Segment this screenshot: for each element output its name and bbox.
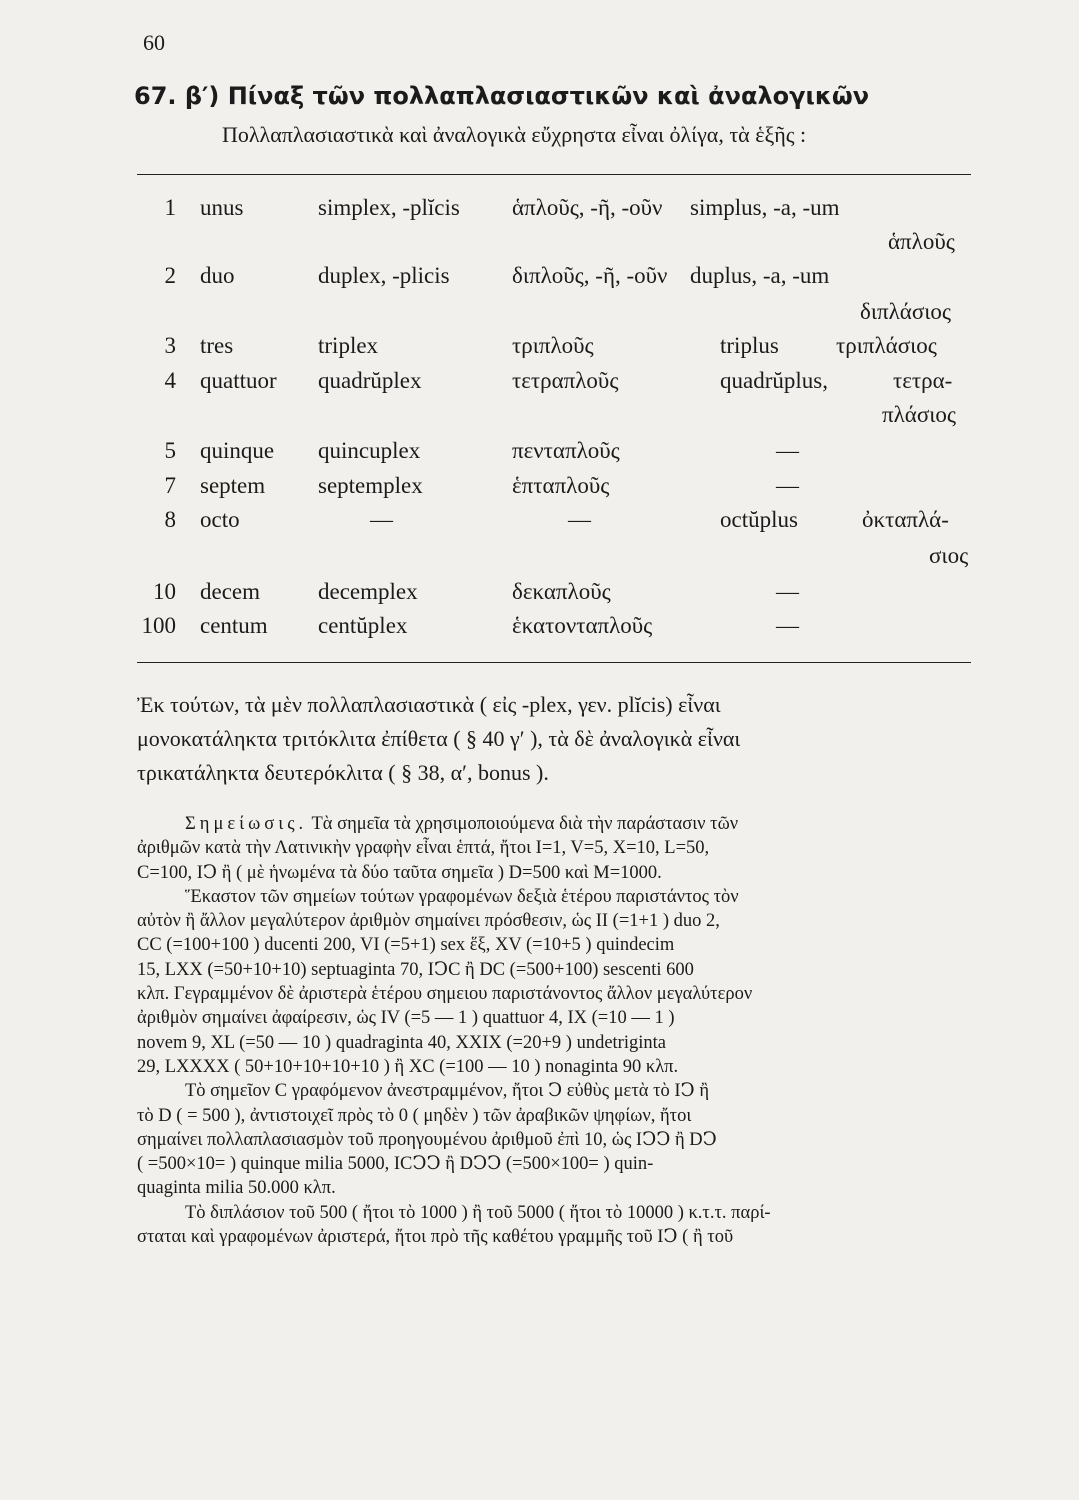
cardinal-cell: quattuor — [200, 368, 277, 393]
greek-proportional-cell: ἁπλοῦς — [888, 229, 955, 254]
greek-proportional-continuation: σιος — [929, 543, 969, 568]
proportional-cell: — — [776, 438, 799, 463]
text-line: CC (=100+100 ) ducenti 200, VI (=5+1) sex ἕξ, XV (=10+5 ) quindecim — [137, 935, 675, 956]
multiplicative-cell: quincuplex — [318, 438, 421, 463]
row-number: 100 — [141, 613, 176, 638]
multiplicative-cell: centŭplex — [318, 613, 408, 638]
multiplicative-cell: simplex, -plĭcis — [318, 195, 460, 220]
cardinal-cell: octo — [200, 507, 240, 532]
text-line: σημαίνει πολλαπλασιασμὸν τοῦ προηγουμένου ἀριθμοῦ ἐπὶ 10, ὡς IↃↃ ἢ DↃ — [137, 1129, 717, 1150]
text-line: quaginta milia 50.000 κλπ. — [137, 1178, 336, 1199]
proportional-cell: quadrŭplus, — [720, 368, 828, 393]
text-line: ἀριθμὸν σημαίνει ἀφαίρεσιν, ὡς IV (=5 — 1 ) quattuor 4, IX (=10 — 1 ) — [137, 1008, 675, 1029]
greek-multiplicative-cell: — — [568, 507, 591, 532]
text-line: τὸ D ( = 500 ), ἀντιστοιχεῖ πρὸς τὸ 0 ( μηδὲν ) τῶν ἀραβικῶν ψηφίων, ἤτοι — [137, 1105, 692, 1126]
note-first-line — [137, 812, 972, 836]
text-line: σταται καὶ γραφομένων ἀριστερά, ἤτοι πρὸ τῆς καθέτου γραμμῆς τοῦ IↃ ( ἢ τοῦ — [137, 1227, 734, 1248]
row-number: 4 — [164, 368, 176, 393]
cardinal-cell: unus — [200, 195, 244, 220]
text-line: Ἐκ τούτων, τὰ μὲν πολλαπλασιαστικὰ ( εἰς -plex, γεν. plĭcis) εἶναι — [137, 692, 721, 717]
row-number: 5 — [164, 438, 176, 463]
proportional-cell: triplus — [720, 333, 779, 358]
proportional-cell: — — [776, 613, 799, 638]
text-line: ἀριθμῶν κατὰ τὴν Λατινικὴν γραφὴν εἶναι ἑπτά, ἤτοι I=1, V=5, X=10, L=50, — [137, 838, 710, 859]
greek-multiplicative-cell: ἁπλοῦς, -ῆ, -οῦν — [512, 195, 663, 220]
cardinal-cell: tres — [200, 333, 234, 358]
greek-multiplicative-cell: διπλοῦς, -ῆ, -οῦν — [512, 263, 668, 288]
greek-proportional-continuation: πλάσιος — [882, 402, 957, 427]
row-number: 3 — [164, 333, 176, 358]
cardinal-cell: centum — [200, 613, 268, 638]
text-line: 29, LXXXX ( 50+10+10+10+10 ) ἢ XC (=100 — 10 ) nonaginta 90 κλπ. — [137, 1056, 679, 1077]
text-line: Τὸ σημεῖον C γραφόμενον ἀνεστραμμένον, ἤτοι Ↄ εὐθὺς μετὰ τὸ IↃ ἢ — [185, 1081, 710, 1102]
cardinal-cell: quinque — [200, 438, 275, 463]
cardinal-cell: decem — [200, 579, 261, 604]
text-line: κλπ. Γεγραμμένον δὲ ἀριστερὰ ἑτέρου σημειου παριστάνοντος ἄλλον μεγαλύτερον — [137, 984, 753, 1005]
page-number: 60 — [143, 30, 165, 55]
greek-multiplicative-cell: ἑκατονταπλοῦς — [512, 613, 653, 638]
proportional-cell: duplus, -a, -um — [690, 263, 830, 288]
multiplicative-cell: septemplex — [318, 473, 423, 498]
text-line: novem 9, XL (=50 — 10 ) quadraginta 40, XXIX (=20+9 ) undetriginta — [137, 1032, 666, 1053]
proportional-cell: simplus, -a, -um — [690, 195, 840, 220]
text-line: μονοκατάληκτα τριτόκλιτα ἐπίθετα ( § 40 γ′ ), τὰ δὲ ἀναλογικὰ εἶναι — [137, 726, 741, 751]
greek-multiplicative-cell: τριπλοῦς — [512, 333, 594, 358]
greek-multiplicative-cell: πενταπλοῦς — [512, 438, 620, 463]
greek-proportional-cell: ὀκταπλά- — [862, 507, 949, 532]
explanation-paragraph — [137, 688, 972, 790]
multiplicative-cell: triplex — [318, 333, 379, 358]
greek-multiplicative-cell: ἑπταπλοῦς — [512, 473, 610, 498]
table-top-rule — [137, 174, 971, 175]
multiplicative-cell: decemplex — [318, 579, 418, 604]
row-number: 7 — [164, 473, 176, 498]
text-line: Τὰ σημεῖα τὰ χρησιμοποιούμενα διὰ τὴν παράστασιν τῶν — [311, 814, 739, 834]
section-subheading: Πολλαπλασιαστικὰ καὶ ἀναλογικὰ εὔχρηστα εἶναι ὀλίγα, τὰ ἑξῆς : — [222, 122, 807, 147]
row-number: 1 — [164, 195, 176, 220]
greek-proportional-cell: διπλάσιος — [860, 299, 952, 324]
multiplicative-cell: duplex, -plicis — [318, 263, 450, 288]
note-section — [137, 812, 972, 1249]
note-label: Σημείωσις. — [185, 814, 308, 834]
multiplicative-cell: — — [370, 507, 393, 532]
text-line: 15, LXX (=50+10+10) septuaginta 70, IↃC ἢ DC (=500+100) sescenti 600 — [137, 959, 694, 980]
multiplicative-cell: quadrŭplex — [318, 368, 422, 393]
row-number: 2 — [164, 263, 176, 288]
cardinal-cell: septem — [200, 473, 266, 498]
greek-proportional-cell: τετρα- — [893, 368, 953, 393]
text-line: Ἕκαστον τῶν σημείων τούτων γραφομένων δεξιὰ ἑτέρου παριστάντος τὸν — [185, 886, 739, 907]
row-number: 10 — [153, 579, 176, 604]
text-line: Τὸ διπλάσιον τοῦ 500 ( ἤτοι τὸ 1000 ) ἢ τοῦ 5000 ( ἤτοι τὸ 10000 ) κ.τ.τ. παρί- — [185, 1202, 771, 1223]
section-heading: 67. β′) Πίναξ τῶν πολλαπλασιαστικῶν καὶ ἀναλογικῶν — [134, 82, 870, 110]
proportional-cell: — — [776, 473, 799, 498]
row-number: 8 — [164, 507, 176, 532]
cardinal-cell: duo — [200, 263, 235, 288]
table-bottom-rule — [137, 662, 971, 663]
text-line: αὐτὸν ἢ ἄλλον μεγαλύτερον ἀριθμὸν σημαίνει πρόσθεσιν, ὡς II (=1+1 ) duo 2, — [137, 911, 720, 932]
text-line: C=100, IↃ ἢ ( μὲ ἡνωμένα τὰ δύο ταῦτα σημεῖα ) D=500 καὶ M=1000. — [137, 862, 662, 883]
greek-proportional-cell: τριπλάσιος — [836, 333, 937, 358]
greek-multiplicative-cell: δεκαπλοῦς — [512, 579, 611, 604]
greek-multiplicative-cell: τετραπλοῦς — [512, 368, 619, 393]
text-line: τρικατάληκτα δευτερόκλιτα ( § 38, α′, bonus ). — [137, 760, 549, 785]
proportional-cell: octŭplus — [720, 507, 798, 532]
proportional-cell: — — [776, 579, 799, 604]
text-line: ( =500×10= ) quinque milia 5000, ICↃↃ ἢ DↃↃ (=500×100= ) quin- — [137, 1154, 654, 1175]
